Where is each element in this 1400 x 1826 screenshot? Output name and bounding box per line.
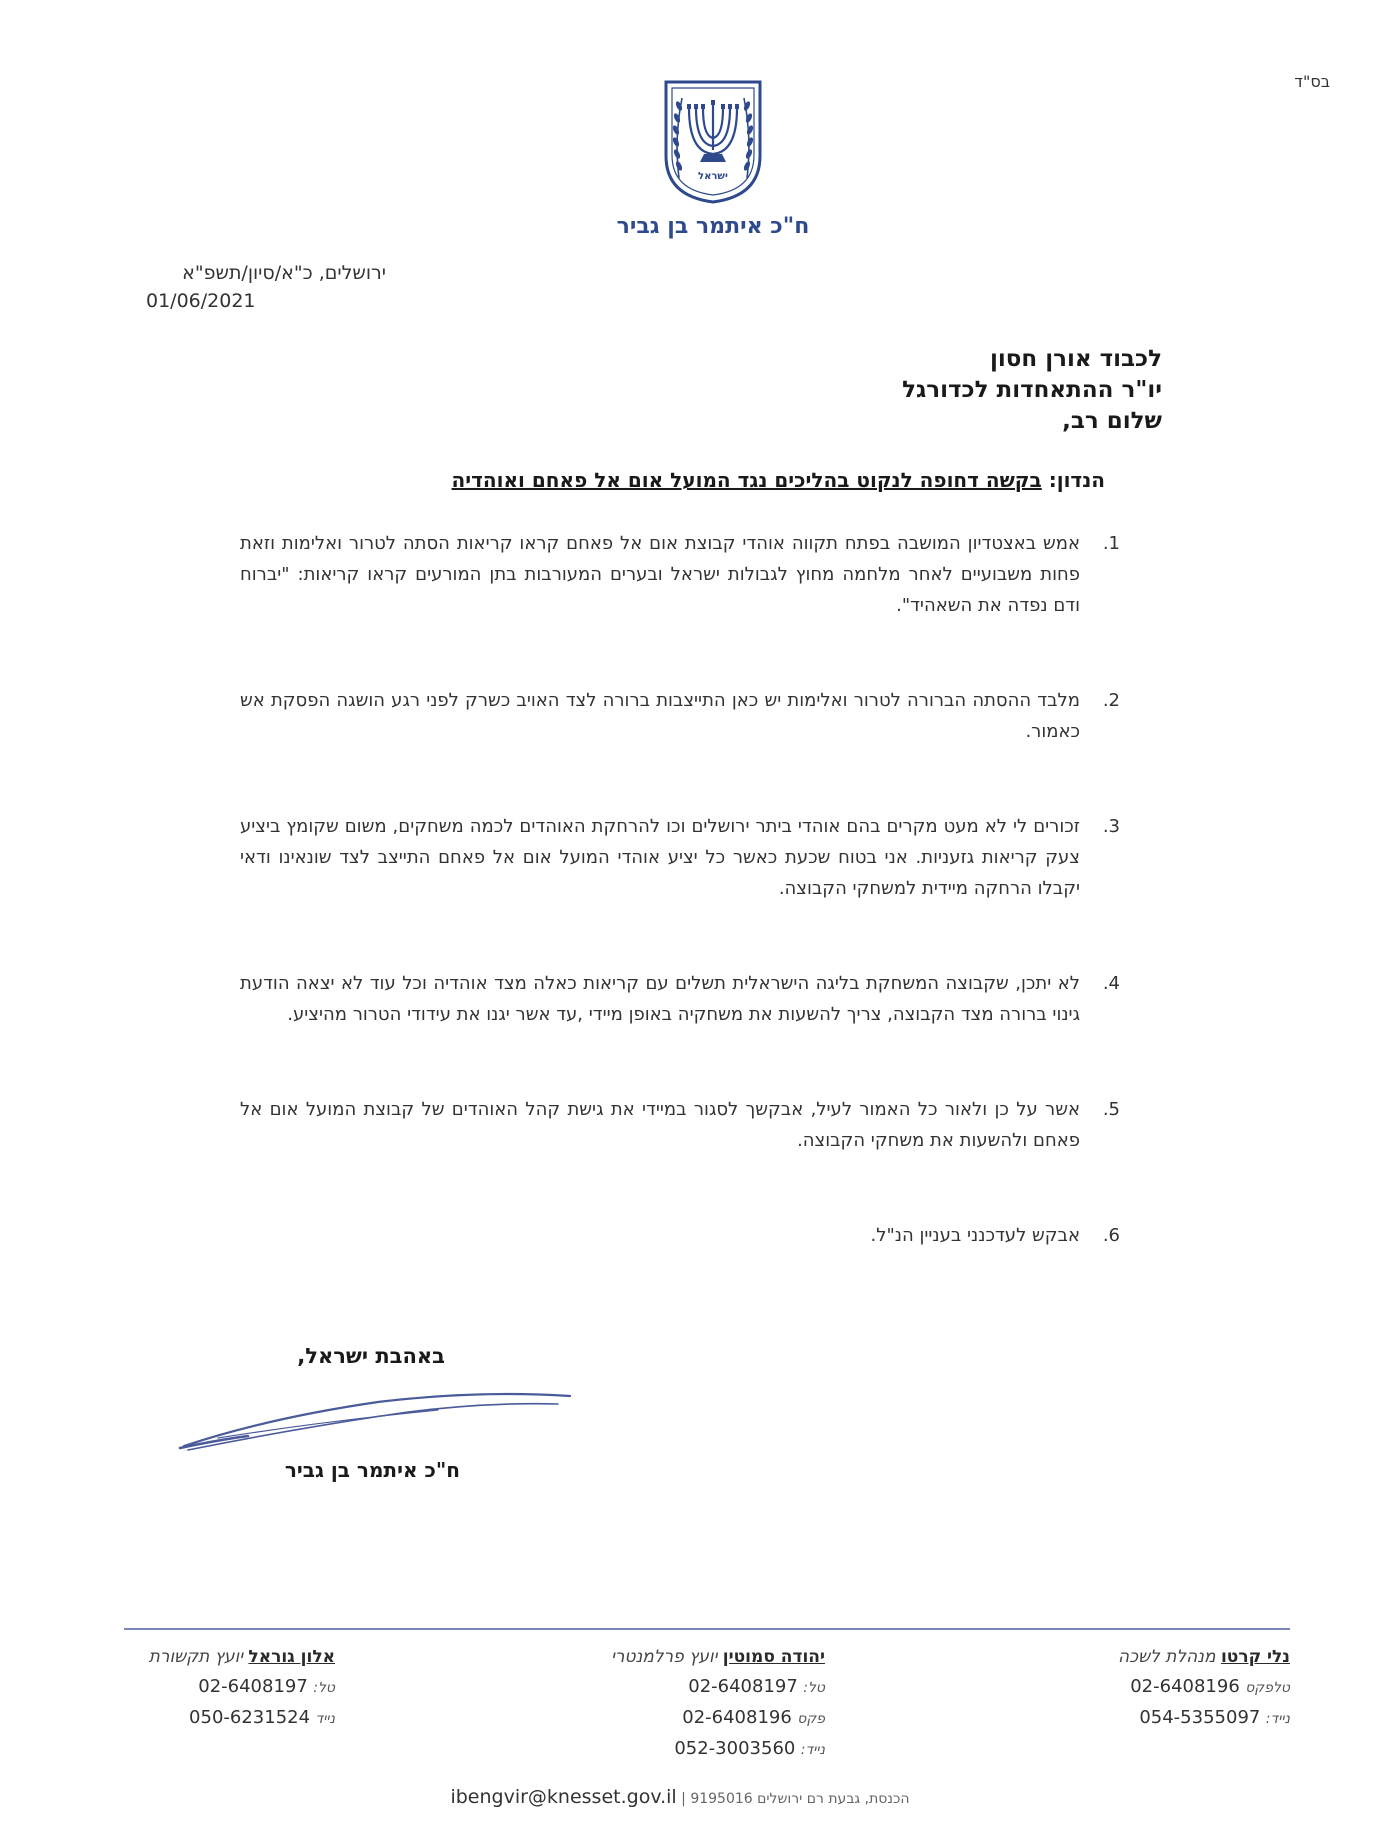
list-item-text: זכורים לי לא מעט מקרים בהם אוהדי ביתר ירושלים וכו להרחקת האוהדים לכמה משחקים, משום שקומץ ביציע צעק קריאות גזעניות. אני בטוח שכעת כאשר כל יציע אוהדי המועל אום אל פאחם התייצב לצד שונאינו ודאי יקבלו הרחקה מיידית למשחקי הקבוצה.: [240, 816, 1080, 899]
closing-salutation: באהבת ישראל,: [297, 1344, 445, 1368]
list-item-text: אבקש לעדכנני בעניין הנ"ל.: [870, 1225, 1080, 1246]
date-block: [146, 262, 386, 312]
date-gregorian: 01/06/2021: [146, 290, 256, 312]
contact-role: מנהלת לשכה: [1118, 1647, 1216, 1667]
contact-label: נייד:: [800, 1742, 825, 1758]
contact-phone: 052-3003560: [674, 1738, 796, 1759]
contact-name: יהודה סמוטין: [722, 1647, 825, 1667]
signer-name: ח"כ איתמר בן גביר: [284, 1458, 460, 1482]
list-item-text: אמש באצטדיון המושבה בפתח תקווה אוהדי קבוצת אום אל פאחם קראו קריאות הסתה לטרור ואלימות וזאת פחות משבועיים לאחר מלחמה מחוץ לגבולות ישראל ובערים המעורבות בתן המורעים קראו קריאות: "יברוח ודם נפדה את השאהיד".: [240, 533, 1080, 616]
emblem-text: ישראל: [698, 171, 728, 182]
address-text: הכנסת, גבעת רם ירושלים 9195016: [690, 1791, 910, 1807]
email-link[interactable]: ibengvir@knesset.gov.il: [450, 1786, 677, 1808]
list-item-number: 1.: [1102, 533, 1120, 554]
recipient-name: לכבוד אורן חסון: [989, 346, 1162, 372]
list-item-text: אשר על כן ולאור כל האמור לעיל, אבקשך לסגור במיידי את גישת קהל האוהדים של קבוצת המועל אום אל פאחם ולהשעות את משחקי הקבוצה.: [240, 1099, 1080, 1151]
contact-phone: 02-6408197: [198, 1676, 308, 1697]
contact-parliamentary-advisor: [611, 1642, 825, 1765]
contact-label: פקס: [797, 1711, 825, 1727]
recipient-block: [662, 344, 1162, 437]
subject-label: הנדון:: [1048, 468, 1105, 492]
subject-line: [452, 468, 1106, 492]
list-item-number: 6.: [1102, 1225, 1120, 1246]
contact-chief-of-staff: [1118, 1642, 1290, 1734]
address-separator: |: [681, 1791, 686, 1807]
list-item-number: 2.: [1102, 690, 1120, 711]
contact-label: טלפקס: [1245, 1680, 1290, 1696]
list-item-text: מלבד ההסתה הברורה לטרור ואלימות יש כאן התייצבות ברורה לצד האויב כשרק לפני רגע הושגה הפסקת אש כאמור.: [240, 690, 1080, 742]
contact-role: יועץ פרלמנטרי: [611, 1647, 718, 1667]
body-list: [240, 528, 1120, 1251]
list-item: [240, 1220, 1120, 1251]
contact-media-advisor: [149, 1642, 335, 1734]
contact-label: טל:: [313, 1680, 335, 1696]
list-item-number: 3.: [1102, 816, 1120, 837]
list-item: [240, 811, 1120, 904]
contact-label: נייד:: [1265, 1711, 1290, 1727]
letterhead-mk-name: ח"כ איתמר בן גביר: [616, 214, 810, 239]
footer-address: [380, 1786, 980, 1808]
contact-phone: 02-6408197: [688, 1676, 798, 1697]
recipient-title: יו"ר ההתאחדות לכדורגל: [902, 377, 1162, 403]
footer-divider: [124, 1628, 1290, 1630]
list-item: [240, 968, 1120, 1030]
contact-fax: 02-6408196: [682, 1707, 792, 1728]
list-item-number: 5.: [1102, 1099, 1120, 1120]
contact-name: אלון גוראל: [248, 1647, 335, 1667]
contact-role: יועץ תקשורת: [148, 1647, 244, 1667]
contact-label: נייד: [315, 1711, 335, 1727]
list-item: [240, 1094, 1120, 1156]
contact-phone: 050-6231524: [189, 1707, 311, 1728]
state-emblem-icon: [662, 78, 764, 206]
greeting: שלום רב,: [1062, 408, 1162, 434]
list-item-text: לא יתכן, שקבוצה המשחקת בליגה הישראלית תשלים עם קריאות כאלה מצד אוהדיה וכל עוד לא יצאה הודעת גינוי ברורה מצד הקבוצה, צריך להשעות את משחקיה באופן מיידי ,עד אשר יגנו את עידודי הטרור מהיציע.: [240, 973, 1080, 1025]
subject-text: בקשה דחופה לנקוט בהליכים נגד המועל אום אל פאחם ואוהדיה: [451, 468, 1042, 492]
contact-label: טל:: [803, 1680, 825, 1696]
date-hebrew: ירושלים, כ"א/סיון/תשפ"א: [182, 262, 386, 284]
list-item-number: 4.: [1102, 973, 1120, 994]
list-item: [240, 685, 1120, 747]
contact-phone: 02-6408196: [1130, 1676, 1240, 1697]
bsd-mark: בס"ד: [1294, 72, 1330, 91]
contact-name: נלי קרטו: [1220, 1647, 1290, 1667]
contact-phone: 054-5355097: [1139, 1707, 1261, 1728]
signature-icon: [178, 1388, 578, 1458]
list-item: [240, 528, 1120, 621]
